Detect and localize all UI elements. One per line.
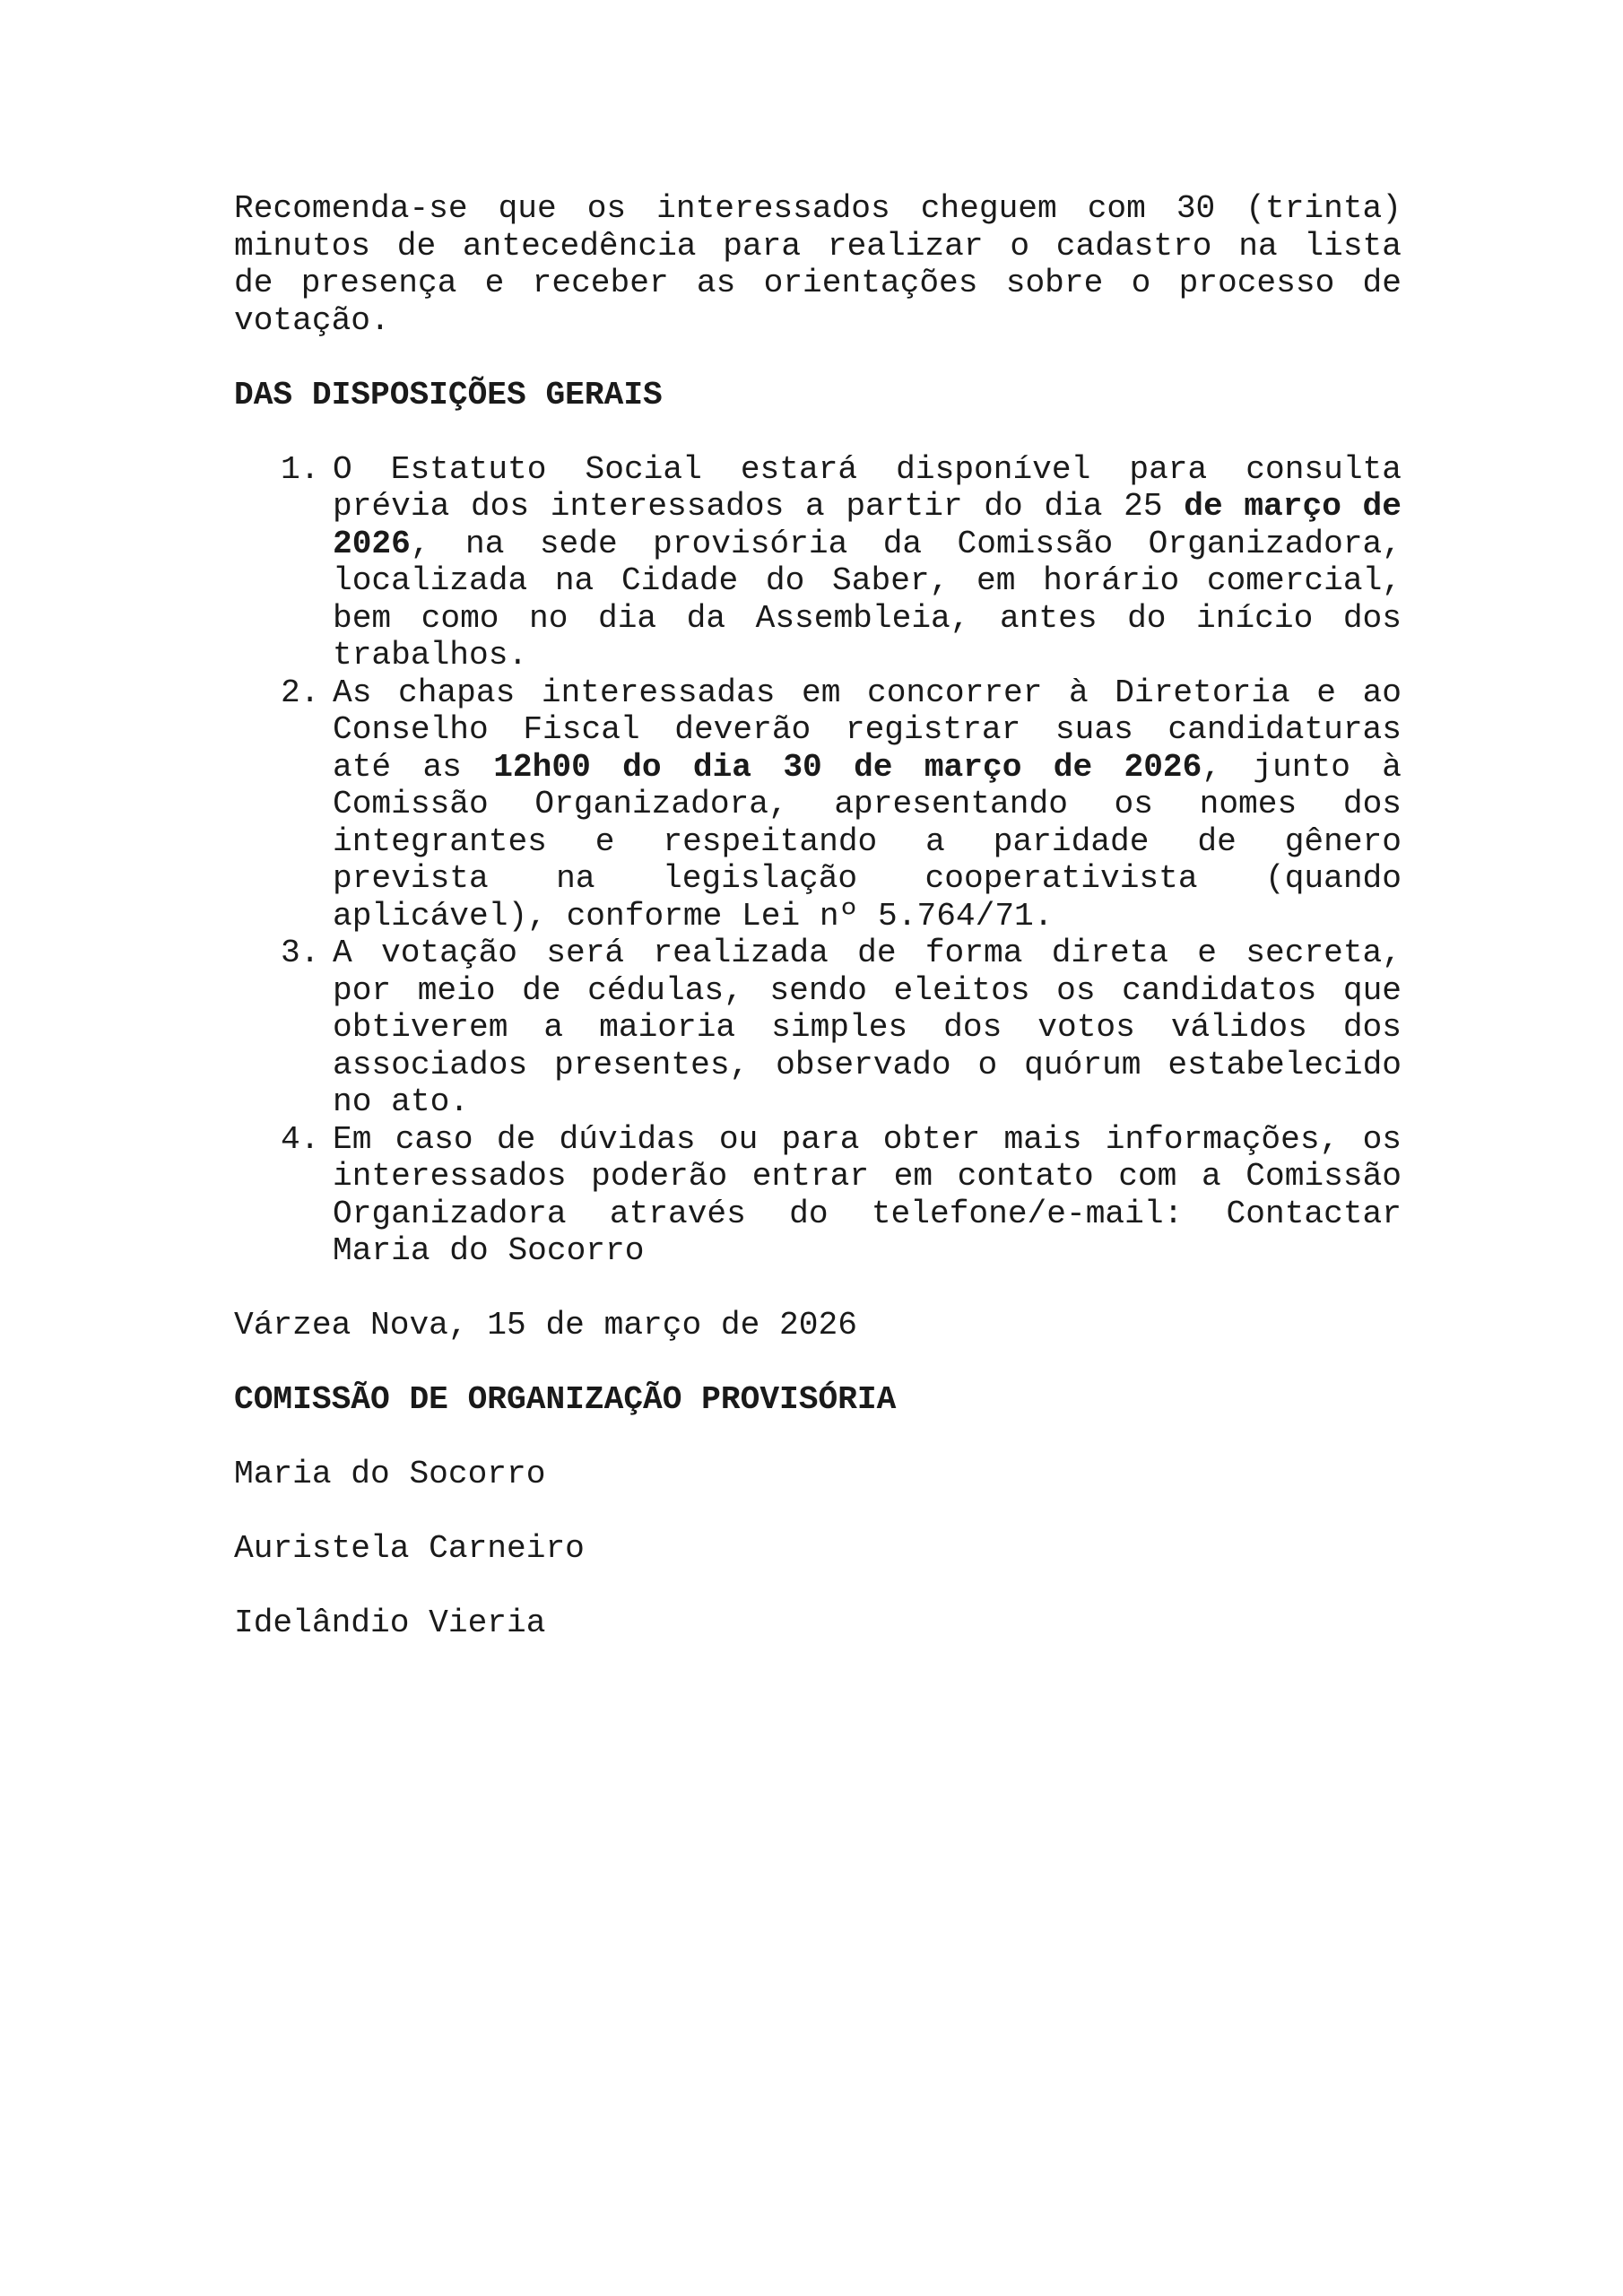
list-item-bold-text: de março de 2026: [333, 488, 1402, 562]
signer-name: Idelândio Vieria: [234, 1605, 546, 1641]
list-item-text: As chapas interessadas em concorrer à Diretoria e ao Conselho Fiscal deverão registrar suas candidaturas até as: [333, 674, 1402, 786]
list-item-text: , na sede provisória da Comissão Organizadora, localizada na Cidade do Saber, em horário comercial, bem como no dia da Assembleia, antes do início dos trabalhos.: [333, 525, 1402, 674]
signer-name: Auristela Carneiro: [234, 1530, 585, 1567]
list-item-number: 3.: [281, 935, 320, 971]
provisions-list: [234, 451, 1402, 1270]
list-item-number: 1.: [281, 450, 320, 488]
committee-title: COMISSÃO DE ORGANIZAÇÃO PROVISÓRIA: [234, 1381, 897, 1418]
list-item-text: A votação será realizada de forma direta e secreta, por meio de cédulas, sendo eleitos os candidatos que obtiverem a maioria simples dos votos válidos dos associados presentes, observado o quórum estabelecido no ato.: [333, 935, 1402, 1120]
list-item-text: , junto à Comissão Organizadora, apresentando os nomes dos integrantes e respeitando a paridade de gênero prevista na legislação cooperativista (quando aplicável), conforme Lei nº 5.764/71.: [333, 748, 1402, 935]
section-heading: DAS DISPOSIÇÕES GERAIS: [234, 376, 663, 413]
list-item: [234, 451, 1402, 674]
intro-paragraph: Recomenda-se que os interessados cheguem com 30 (trinta) minutos de antecedência para realizar o cadastro na lista de presença e receber as orientações sobre o processo de votação.: [234, 190, 1402, 339]
list-item-text: O Estatuto Social estará disponível para consulta prévia dos interessados a partir do dia 25: [333, 450, 1402, 525]
list-item: [234, 674, 1402, 935]
list-item-bold-text: 12h00 do dia 30 de março de 2026: [493, 748, 1202, 786]
list-item-text: Em caso de dúvidas ou para obter mais informações, os interessados poderão entrar em contato com a Comissão Organizadora através do telefone/e-mail: Contactar Maria do Socorro: [333, 1120, 1402, 1269]
list-item: [234, 935, 1402, 1121]
list-item: [234, 1121, 1402, 1270]
signer-name: Maria do Socorro: [234, 1456, 546, 1492]
place-date: Várzea Nova, 15 de março de 2026: [234, 1307, 857, 1344]
list-item-number: 2.: [281, 674, 320, 711]
list-item-number: 4.: [281, 1120, 320, 1158]
document-page: [234, 190, 1402, 1679]
